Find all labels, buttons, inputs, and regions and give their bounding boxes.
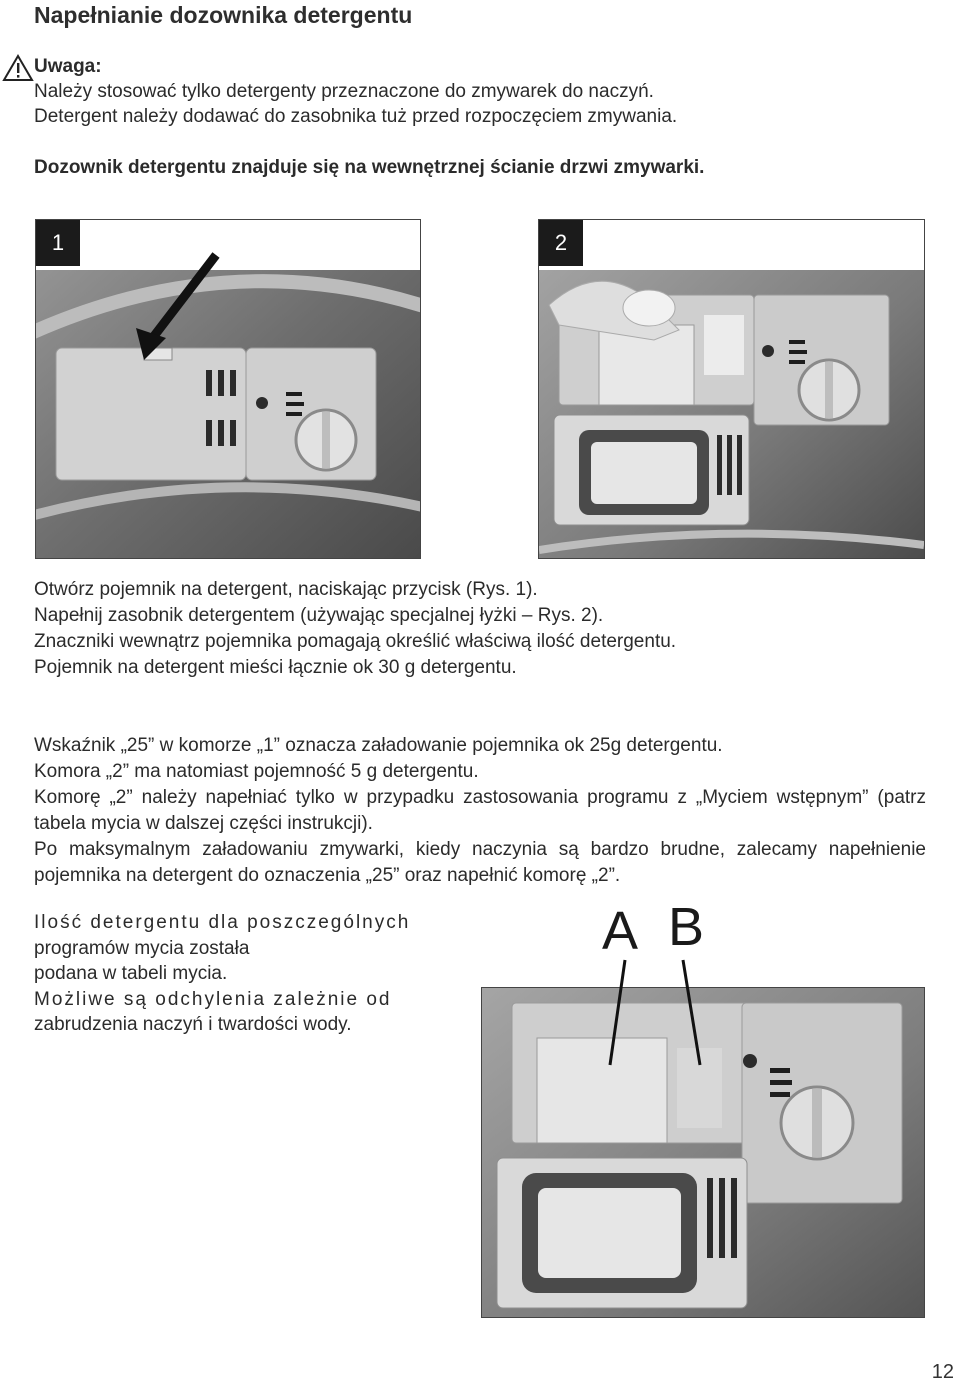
detail-paragraph: Po maksymalnym załadowaniu zmywarki, kiedy naczynia są bardzo brudne, zalecamy napełnienie pojemnika na detergent do oznaczenia „25” oraz napełnić komorę „2”. [34, 839, 926, 886]
side-note-line: podana w tabeli mycia. [34, 963, 228, 984]
page-title: Napełnianie dozownika detergentu [34, 2, 413, 28]
label-a: A [602, 901, 639, 961]
label-b: B [668, 897, 705, 957]
instruction-line: Otwórz pojemnik na detergent, naciskając przycisk (Rys. 1). [34, 579, 538, 600]
instructions [34, 577, 926, 681]
side-note-line: programów mycia została [34, 937, 250, 959]
location-note: Dozownik detergentu znajduje się na wewnętrznej ścianie drzwi zmywarki. [34, 157, 705, 178]
side-note-line: Możliwe są odchylenia zależnie od [34, 988, 392, 1010]
figure-1-label: 1 [36, 220, 80, 266]
detail-paragraph: Komorę „2” należy napełniać tylko w przypadku zastosowania programu z „Myciem wstępnym” (patrz tabela mycia w dalszej części instrukcji). [34, 787, 926, 834]
detail-paragraph: Wskaźnik „25” w komorze „1” oznacza załadowanie pojemnika ok 25g detergentu. [34, 735, 723, 756]
detail-paragraph: Komora „2” ma natomiast pojemność 5 g detergentu. [34, 761, 479, 782]
side-note-line: Ilość detergentu dla poszczególnych [34, 912, 411, 933]
pointer-lines [600, 955, 710, 1070]
warning-line-1: Należy stosować tylko detergenty przeznaczone do zmywarek do naczyń. [34, 81, 654, 102]
side-note [34, 910, 460, 1038]
figure-2-label: 2 [539, 220, 583, 266]
instruction-line: Napełnij zasobnik detergentem (używając specjalnej łyżki – Rys. 2). [34, 605, 604, 626]
side-note-line: zabrudzenia naczyń i twardości wody. [34, 1014, 352, 1035]
figure-2-photo [538, 219, 925, 559]
pointer-b-line [683, 960, 700, 1065]
warning-line-2: Detergent należy dodawać do zasobnika tuż przed rozpoczęciem zmywania. [34, 106, 678, 127]
details [34, 733, 926, 889]
warning-triangle-icon [2, 54, 34, 82]
pointer-a-line [610, 960, 625, 1065]
figure-1-photo [35, 219, 421, 559]
instruction-line: Znaczniki wewnątrz pojemnika pomagają określić właściwą ilość detergentu. [34, 631, 677, 652]
page-number: 12 [931, 1361, 954, 1383]
instruction-line: Pojemnik na detergent mieści łącznie ok 30 g detergentu. [34, 657, 517, 678]
warning-title: Uwaga: [34, 56, 102, 77]
